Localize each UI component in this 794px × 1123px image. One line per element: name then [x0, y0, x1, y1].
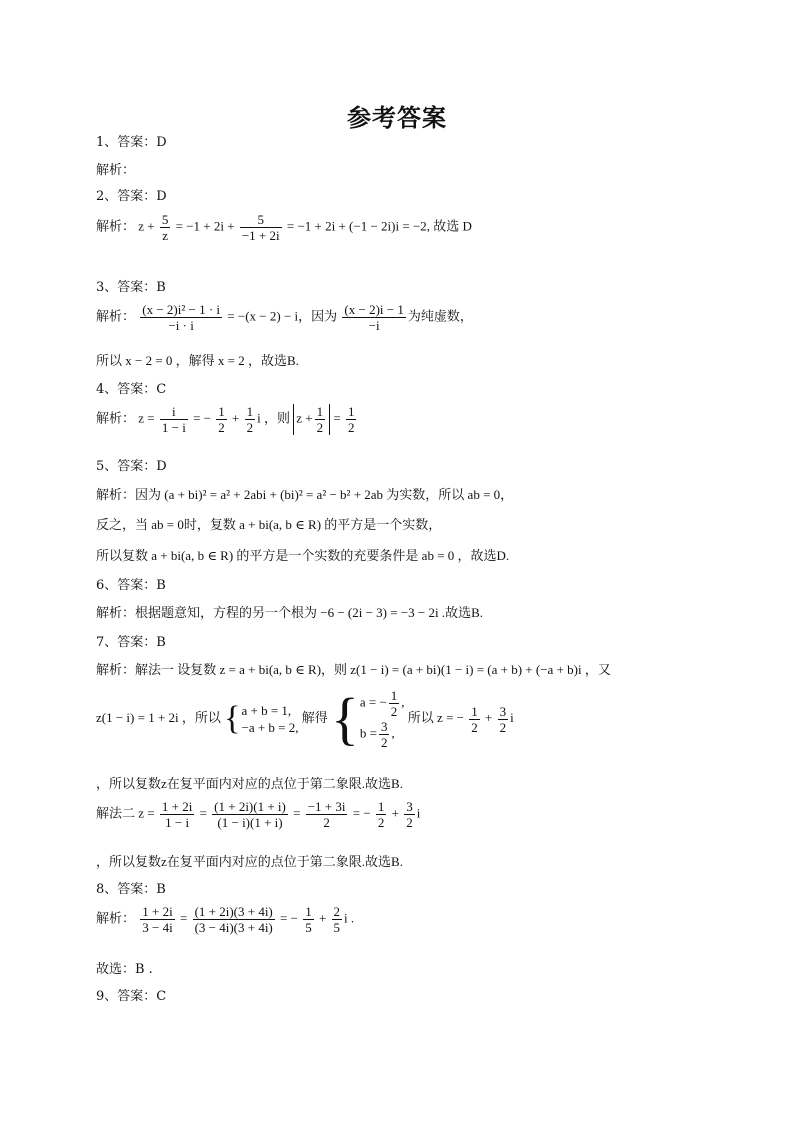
q4-analysis — [96, 404, 358, 435]
q8-f4-num: 2 — [333, 904, 341, 919]
q8-f1-den: 3 − 4i — [142, 920, 173, 935]
q8-line-2: 故选：B . — [96, 962, 153, 977]
q4-fraction-5 — [346, 404, 357, 435]
q4-f1-num: i — [160, 404, 188, 420]
q4-lead: 解析： — [96, 410, 136, 426]
q4-f3-den: 2 — [246, 420, 254, 435]
q6-answer: 6、答案：B — [96, 578, 166, 593]
q4-zeq: z = — [138, 410, 155, 426]
q2-f1-num: 5 — [161, 212, 169, 227]
q8-f1-num: 1 + 2i — [142, 904, 173, 919]
q7-brace-1: { — [224, 700, 241, 737]
q5-line-3: 所以复数 a + bi(a, b ∈ R) 的平方是一个实数的充要条件是 ab = 0 ，故选D. — [96, 548, 510, 563]
q7-sys2-a — [360, 688, 405, 719]
q3-fraction-1 — [140, 302, 222, 333]
q2-end: , 故选 D — [426, 218, 472, 234]
q7-m2-plus: + — [391, 805, 399, 821]
q7-method-2 — [96, 799, 420, 830]
q7-m2-eq2: = — [293, 805, 301, 821]
q7-result-frac-2 — [498, 704, 509, 735]
q7-r1-den: 2 — [471, 719, 478, 735]
q8-lead: 解析： — [96, 910, 136, 926]
q3-answer: 3、答案：B — [96, 280, 166, 295]
q4-f1-den: 1 − i — [161, 420, 186, 435]
q5-line-2: 反之，当 ab = 0时，复数 a + bi(a, b ∈ R) 的平方是一个实数， — [96, 517, 442, 532]
q4-fraction-3 — [245, 404, 256, 435]
q7-m2-eq1: = — [199, 805, 207, 821]
q8-tail: i . — [344, 910, 355, 926]
q4-f2-num: 1 — [218, 404, 225, 419]
q7-sys2-b-frac — [379, 719, 390, 750]
q7-system-line — [96, 688, 514, 750]
q7-m2-f2-num: (1 + 2i)(1 + i) — [214, 799, 286, 814]
q8-frac-3 — [303, 904, 314, 935]
q7-sys2-a-den: 2 — [390, 704, 398, 719]
q7-r2-den: 2 — [499, 719, 507, 735]
q7-sys2-a-num: 1 — [390, 688, 398, 703]
q4-f2-den: 2 — [218, 420, 225, 435]
q7-sys2-b-pre: b = — [359, 725, 377, 741]
q7-m2-f5-num: 3 — [406, 799, 413, 814]
q4-then: ，则 — [263, 410, 290, 426]
q2-analysis — [96, 212, 472, 243]
q7-line-5: ，所以复数z在复平面内对应的点位于第二象限.故选B. — [96, 854, 403, 869]
q4-f3-num: 1 — [246, 404, 254, 419]
q2-answer: 2、答案：D — [96, 189, 167, 204]
q2-tail: = −1 + 2i + (−1 − 2i)i = −2 — [286, 218, 427, 234]
q2-fraction-2 — [240, 212, 282, 243]
q7-sys2-a-pre: a = − — [359, 694, 387, 710]
page-title: 参考答案 — [347, 103, 447, 132]
q7-solve: 解得 — [301, 709, 328, 725]
q7-m2-frac-5 — [404, 799, 415, 830]
q3-fraction-2 — [342, 302, 405, 333]
q4-f5-den: 2 — [347, 420, 355, 435]
q5-answer: 5、答案：D — [96, 459, 167, 474]
q7-m2-eq3: = − — [352, 805, 371, 821]
q3-lead: 解析： — [96, 308, 136, 324]
q7-m2-f3-num: −1 + 3i — [307, 799, 346, 814]
q4-eq2: = — [333, 410, 341, 426]
q7-m2-lead: 解法二 z = — [96, 805, 155, 821]
q7-m2-f2-den: (1 − i)(1 + i) — [217, 815, 283, 830]
q7-m2-frac-1 — [160, 799, 194, 830]
q7-i: i — [510, 709, 514, 725]
q4-eq: = − — [193, 410, 211, 426]
q7-line-3: ，所以复数z在复平面内对应的点位于第二象限.故选B. — [96, 776, 403, 791]
q4-fraction-1 — [160, 404, 188, 435]
q7-m2-frac-4 — [376, 799, 387, 830]
q4-plus: + — [232, 410, 240, 426]
q3-analysis — [96, 302, 473, 333]
q1-answer: 1、答案：D — [96, 135, 167, 150]
q7-m2-f4-den: 2 — [377, 815, 385, 830]
q8-answer: 8、答案：B — [96, 882, 166, 897]
q1-analysis: 解析： — [96, 163, 136, 178]
q8-f2-num: (1 + 2i)(3 + 4i) — [194, 904, 273, 919]
q7-line-1: 解析：解法一 设复数 z = a + bi(a, b ∈ R)，则 z(1 − i) = (a + bi)(1 − i) = (a + b) + (−a + b)i ，又 — [96, 662, 611, 677]
q7-sys2-a-frac — [389, 688, 400, 719]
q7-m2-i: i — [416, 805, 421, 821]
q3-mid: = −(x − 2) − i — [227, 308, 299, 324]
q7-comma-a: , — [401, 694, 405, 710]
q7-m2-f3-den: 2 — [323, 815, 330, 830]
q7-answer: 7、答案：B — [96, 635, 166, 650]
q3-f1-den: −i · i — [168, 318, 194, 333]
q7-brace-2: { — [331, 686, 359, 751]
q7-sys2-b-num: 3 — [380, 719, 388, 734]
q8-frac-2 — [193, 904, 275, 935]
q8-frac-1 — [140, 904, 174, 935]
q3-f2-num: (x − 2)i − 1 — [344, 302, 404, 317]
q7-m2-f5-den: 2 — [406, 815, 413, 830]
q7-m2-f4-num: 1 — [377, 799, 385, 814]
q7-sys1-b: −a + b = 2, — [241, 720, 299, 735]
q7-system-1 — [241, 702, 298, 736]
q7-r1-num: 1 — [471, 703, 478, 719]
q3-because: ，因为 — [298, 308, 338, 324]
q7-system-2 — [360, 688, 405, 750]
q8-f3-num: 1 — [305, 904, 312, 919]
q4-i: i — [257, 410, 261, 426]
q2-mid: = −1 + 2i + — [175, 218, 235, 234]
q8-plus: + — [318, 910, 327, 926]
q7-so: 所以 z = − — [407, 709, 464, 725]
q7-m2-frac-3 — [306, 799, 348, 830]
q4-f5-num: 1 — [347, 404, 355, 419]
q7-r2-num: 3 — [499, 703, 507, 719]
q2-lead: 解析： — [96, 218, 136, 234]
q3-f1-num: (x − 2)i² − 1 · i — [142, 302, 221, 317]
q9-answer: 9、答案：C — [96, 989, 167, 1004]
q7-comma-b: , — [391, 725, 395, 741]
q2-z: z + — [138, 218, 155, 234]
q8-f4-den: 5 — [333, 920, 341, 935]
q4-f4-den: 2 — [316, 420, 324, 435]
q4-f4-num: 1 — [316, 404, 324, 419]
q4-abs-z: z + — [296, 410, 313, 426]
q7-plus: + — [484, 709, 493, 725]
q3-f2-den: −i — [368, 318, 380, 333]
q2-f1-den: z — [162, 228, 169, 243]
q8-frac-4 — [332, 904, 343, 935]
q4-fraction-4 — [315, 404, 326, 435]
q7-m2-frac-2 — [212, 799, 288, 830]
q7-m2-f1-num: 1 + 2i — [161, 799, 193, 814]
q7-sys2-b — [360, 719, 405, 750]
q8-eq2: = − — [280, 910, 298, 926]
q7-sys1-a: a + b = 1, — [241, 703, 292, 718]
q4-answer: 4、答案：C — [96, 382, 167, 397]
q7-sys2-b-den: 2 — [380, 735, 388, 750]
q8-eq1: = — [179, 910, 188, 926]
q4-fraction-2 — [216, 404, 227, 435]
q8-analysis — [96, 904, 354, 935]
q7-lead-2: z(1 − i) = 1 + 2i ，所以 — [96, 709, 221, 725]
q2-fraction-1 — [160, 212, 171, 243]
q3-pure: 为纯虚数， — [407, 308, 473, 324]
q5-line-1: 解析：因为 (a + bi)² = a² + 2abi + (bi)² = a² − b² + 2ab 为实数，所以 ab = 0， — [96, 487, 514, 502]
q6-line-1: 解析：根据题意知，方程的另一个根为 −6 − (2i − 3) = −3 − 2i .故选B. — [96, 605, 484, 620]
q2-f2-num: 5 — [240, 212, 282, 228]
q2-f2-den: −1 + 2i — [241, 228, 280, 243]
q8-f3-den: 5 — [305, 920, 312, 935]
q7-result-frac-1 — [469, 704, 480, 735]
q3-line-2: 所以 x − 2 = 0 ，解得 x = 2 ，故选B. — [96, 353, 299, 368]
q8-f2-den: (3 − 4i)(3 + 4i) — [194, 920, 273, 935]
q7-m2-f1-den: 1 − i — [165, 815, 190, 830]
q4-absolute-value — [293, 404, 330, 435]
